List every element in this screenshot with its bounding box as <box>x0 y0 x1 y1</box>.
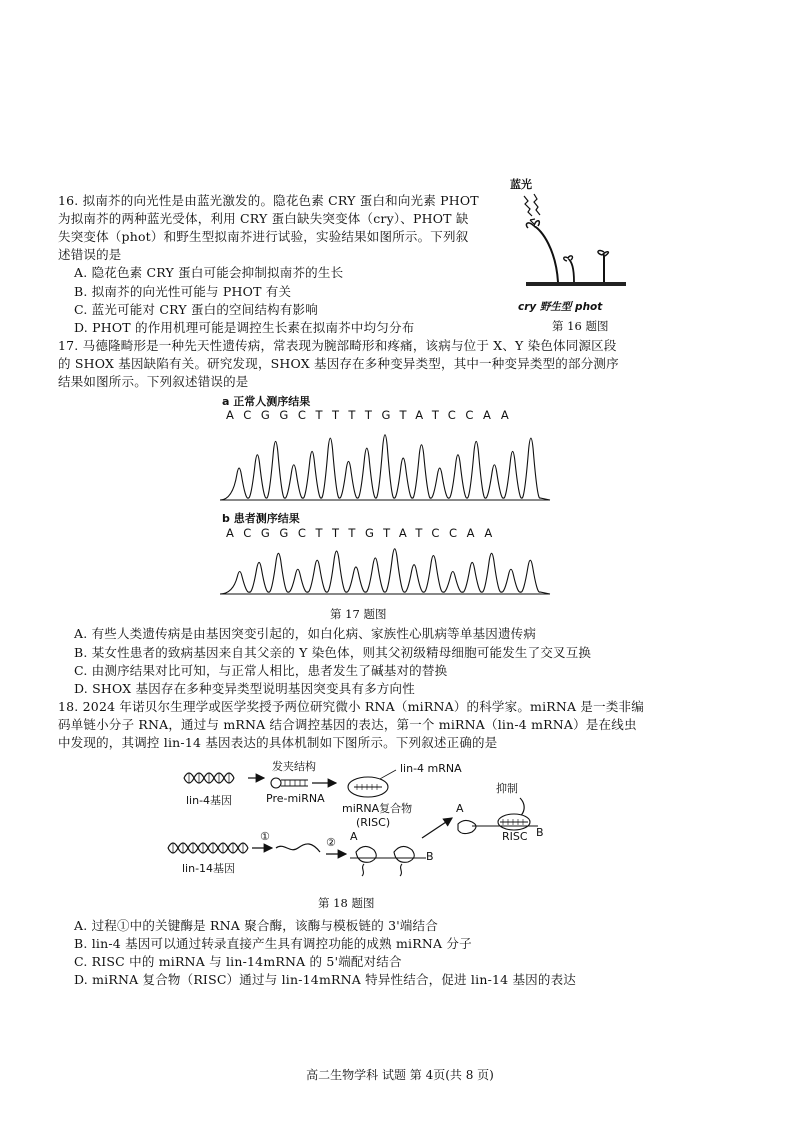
q16-line: 16. 拟南芥的向光性是由蓝光激发的。隐花色素 CRY 蛋白和向光素 PHOT <box>58 193 479 208</box>
lin4-gene-dna-icon <box>184 773 234 783</box>
q16-option-c: C. 蓝光可能对 CRY 蛋白的空间结构有影响 <box>74 302 318 317</box>
lin4-mrna-label: lin-4 mRNA <box>400 762 462 775</box>
q16-line: 为拟南芥的两种蓝光受体，利用 CRY 蛋白缺失突变体（cry）、PHOT 缺 <box>58 211 469 226</box>
q18-option-d: D. miRNA 复合物（RISC）通过与 lin-14mRNA 特异性结合，促进 lin-14 基因的表达 <box>74 972 576 987</box>
q17-option-b: B. 某女性患者的致病基因来自其父亲的 Y 染色体，则其父初级精母细胞可能发生了交叉互换 <box>74 645 592 660</box>
q18-option-b: B. lin-4 基因可以通过转录直接产生具有调控功能的成熟 miRNA 分子 <box>74 936 472 951</box>
q16-option-d: D. PHOT 的作用机理可能是调控生长素在拟南芥中均匀分布 <box>74 320 415 335</box>
pre-mirna-label: Pre-miRNA <box>266 792 325 805</box>
q16-option-a: A. 隐花色素 CRY 蛋白可能会抑制拟南芥的生长 <box>74 265 344 280</box>
q17-option-c: C. 由测序结果对比可知，与正常人相比，患者发生了碱基对的替换 <box>74 663 448 678</box>
lin14-gene-label: lin-14基因 <box>182 862 236 875</box>
lin14-gene-dna-icon <box>168 843 248 853</box>
inhibit-label: 抑制 <box>496 782 518 795</box>
q18-figure-caption: 第 18 题图 <box>318 896 375 910</box>
final-label-a: A <box>456 802 464 815</box>
q16-plant-figure <box>506 190 636 300</box>
q18-mechanism-diagram <box>160 760 560 895</box>
q17-line: 17. 马德隆畸形是一种先天性遗传病，常表现为腕部畸形和疼痛，该病与位于 X、Y 染色体同源区段 <box>58 338 617 353</box>
q17-option-d: D. SHOX 基因存在多种变异类型说明基因突变具有多方向性 <box>74 681 415 696</box>
final-label-b: B <box>536 826 544 839</box>
translation-label-b: B <box>426 850 434 863</box>
q16-line: 失突变体（phot）和野生型拟南芥进行试验，实验结果如图所示。下列叙 <box>58 229 469 244</box>
step2-label: ② <box>326 836 336 849</box>
chromatogram-trace <box>220 435 550 500</box>
q17-label-normal: a 正常人测序结果 <box>222 395 311 408</box>
lin14-mrna-strand <box>276 844 320 852</box>
translation-label-a: A <box>350 830 358 843</box>
hairpin-label: 发夹结构 <box>272 760 316 773</box>
cry-plant-stem <box>534 226 558 282</box>
q17-chromatogram-normal <box>220 424 550 504</box>
q18-line: 码单链小分子 RNA，通过与 mRNA 结合调控基因的表达，第一个 miRNA（lin-4 mRNA）是在线虫 <box>58 717 637 732</box>
q17-chromatogram-patient <box>220 542 550 598</box>
q18-option-c: C. RISC 中的 miRNA 与 lin-14mRNA 的 5'端配对结合 <box>74 954 402 969</box>
page-footer: 高二生物学科 试题 第 4页(共 8 页) <box>306 1068 494 1082</box>
mirna-complex-label: miRNA复合物 <box>342 802 413 815</box>
soil <box>526 282 626 286</box>
q18-option-a: A. 过程①中的关键酶是 RNA 聚合酶，该酶与模板链的 3'端结合 <box>74 918 438 933</box>
q17-option-a: A. 有些人类遗传病是由基因突变引起的，如白化病、家族性心肌病等单基因遗传病 <box>74 626 537 641</box>
q17-line: 结果如图所示。下列叙述错误的是 <box>58 374 249 389</box>
q17-line: 的 SHOX 基因缺陷有关。研究发现，SHOX 基因存在多种变异类型，其中一种变异类型的部分测序 <box>58 356 619 371</box>
q16-blue-light-label: 蓝光 <box>510 178 532 191</box>
q17-label-patient: b 患者测序结果 <box>222 512 300 525</box>
q16-plant-labels: cry 野生型 phot <box>518 301 603 313</box>
wildtype-plant-stem <box>568 258 574 282</box>
q17-figure-caption: 第 17 题图 <box>330 607 387 621</box>
q16-option-b: B. 拟南芥的向光性可能与 PHOT 有关 <box>74 284 292 299</box>
q18-line: 中发现的，其调控 lin-14 基因表达的具体机制如下图所示。下列叙述正确的是 <box>58 735 498 750</box>
lin4-gene-label: lin-4基因 <box>186 794 233 807</box>
q17-seq-patient: ACGGCTTTGTATCCAA <box>226 526 502 540</box>
q17-seq-normal: ACGGCTTTTGTATCCAA <box>226 408 519 422</box>
cry-plant-leaves <box>526 221 539 228</box>
chromatogram-trace <box>220 549 550 594</box>
mirna-complex-icon <box>348 777 388 797</box>
step1-label: ① <box>260 830 270 843</box>
q16-figure-caption: 第 16 题图 <box>552 319 609 333</box>
q16-line: 述错误的是 <box>58 247 122 262</box>
blue-light-arrows-icon <box>524 194 540 224</box>
q18-line: 18. 2024 年诺贝尔生理学或医学奖授予两位研究微小 RNA（miRNA）的科学家。miRNA 是一类非编 <box>58 699 644 714</box>
risc-label: RISC <box>502 830 528 843</box>
ribosome-translation-icon <box>350 846 426 876</box>
risc-paren-label: (RISC) <box>356 816 391 829</box>
pre-mirna-hairpin-icon <box>271 778 308 788</box>
